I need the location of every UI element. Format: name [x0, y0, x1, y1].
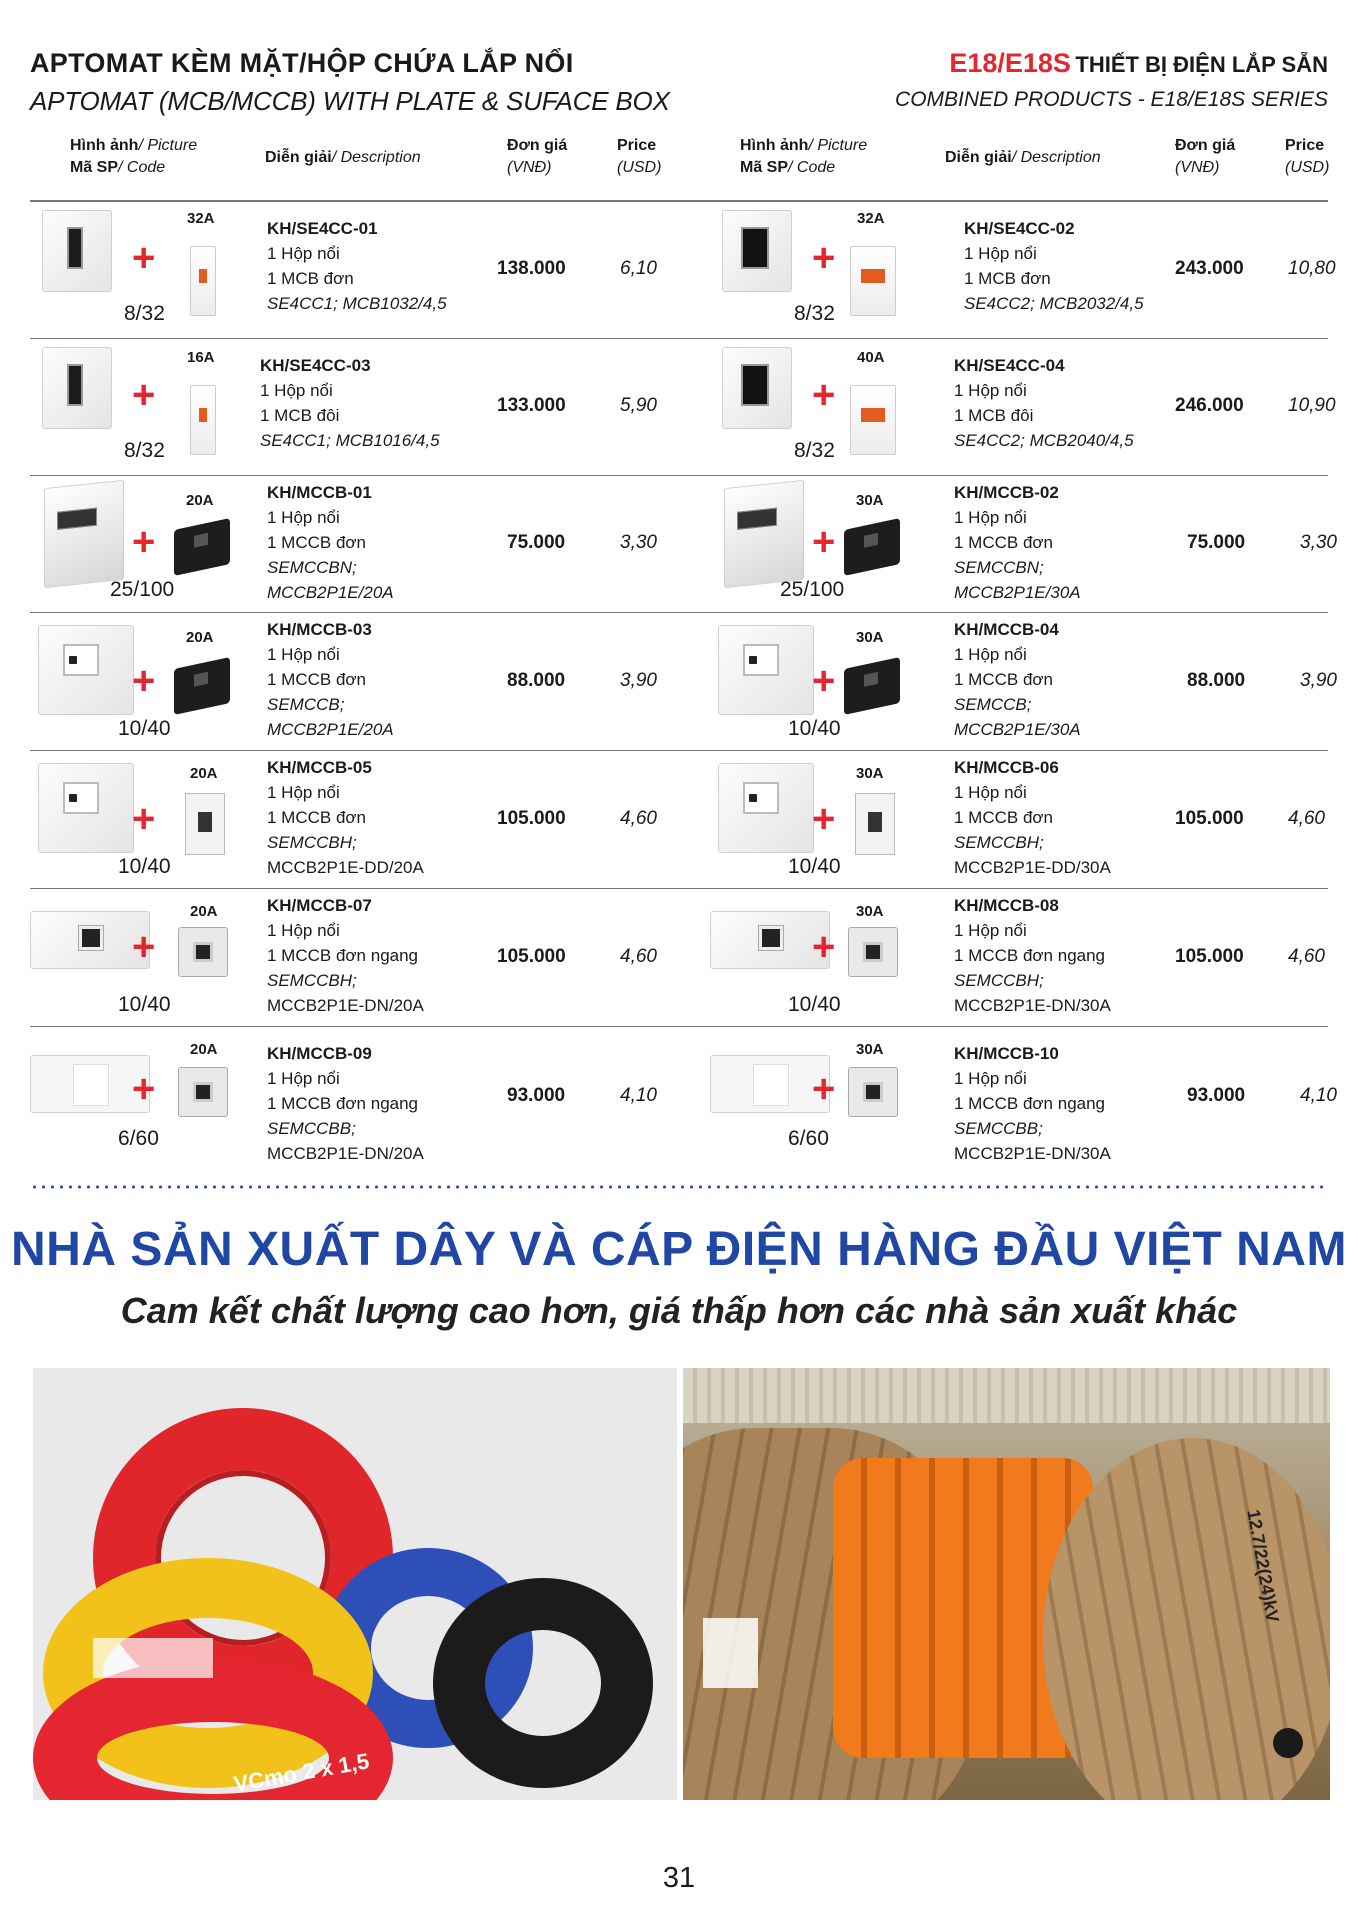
desc-line: 1 Hộp nổi — [260, 381, 333, 400]
banner-title: NHÀ SẢN XUẤT DÂY VÀ CÁP ĐIỆN HÀNG ĐẦU VIỆT NAM — [11, 1223, 1347, 1276]
product-code: KH/MCCB-08 — [954, 896, 1059, 915]
desc-line: 1 Hộp nổi — [954, 508, 1027, 527]
desc-spec: MCCB2P1E/20A — [267, 720, 394, 739]
amp-rating: 16A — [187, 349, 215, 366]
series-code: E18/E18S — [949, 48, 1071, 78]
desc-line: 1 Hộp nổi — [954, 783, 1027, 802]
surface-box-image — [38, 763, 134, 853]
product-cell — [710, 202, 1358, 338]
desc-spec: SEMCCBN; — [954, 558, 1044, 577]
plus-icon: + — [812, 236, 836, 280]
mcb-image — [190, 385, 216, 455]
col-usd-label: Price — [617, 137, 657, 154]
box-size: 8/32 — [794, 439, 835, 462]
product-desc — [954, 893, 1111, 1018]
desc-line: 1 MCB đôi — [954, 406, 1034, 425]
mccb-image — [848, 927, 898, 977]
box-size: 8/32 — [124, 439, 165, 462]
surface-box-image — [38, 625, 134, 715]
price-vnd: 105.000 — [1175, 945, 1244, 967]
col-usd-unit: (USD) — [1285, 159, 1330, 176]
col-picture-en: / Picture — [808, 137, 868, 154]
product-desc — [267, 893, 424, 1018]
desc-line: 1 Hộp nổi — [267, 921, 340, 940]
product-desc — [267, 216, 447, 316]
product-code: KH/MCCB-09 — [267, 1044, 372, 1063]
desc-line: 1 MCCB đơn ngang — [954, 1094, 1106, 1113]
dotted-divider — [30, 1185, 1328, 1189]
col-code-en: / Code — [118, 159, 166, 176]
wire-coils-photo — [33, 1368, 677, 1800]
page-header — [30, 48, 1328, 118]
product-desc — [267, 755, 424, 880]
desc-line: 1 Hộp nổi — [954, 381, 1027, 400]
desc-spec: MCCB2P1E-DD/20A — [267, 858, 424, 877]
mcb-image — [850, 385, 896, 455]
price-vnd: 133.000 — [497, 395, 566, 416]
desc-spec: SEMCCBB; — [267, 1119, 356, 1138]
product-cell — [710, 476, 1358, 612]
surface-box-image — [722, 347, 792, 429]
desc-spec: MCCB2P1E/30A — [954, 583, 1081, 602]
price-vnd: 105.000 — [497, 945, 566, 967]
product-desc — [954, 755, 1111, 880]
banner-subtitle: Cam kết chất lượng cao hơn, giá thấp hơn các nhà sản xuất khác — [120, 1290, 1238, 1331]
page-subtitle: APTOMAT (MCB/MCCB) WITH PLATE & SUFACE BOX — [30, 86, 670, 116]
product-cell — [710, 613, 1358, 750]
page-title: APTOMAT KÈM MẶT/HỘP CHỨA LẮP NỔI — [30, 48, 574, 78]
desc-line: 1 Hộp nổi — [954, 1069, 1027, 1088]
mccb-image — [174, 657, 230, 715]
col-desc-label: Diễn giải — [265, 149, 332, 166]
box-size: 8/32 — [794, 302, 835, 325]
desc-line: 1 Hộp nổi — [964, 244, 1037, 263]
price-usd: 3,90 — [1300, 669, 1337, 691]
plus-icon: + — [132, 1067, 156, 1111]
desc-line: 1 MCCB đơn — [954, 808, 1054, 827]
box-size: 8/32 — [124, 302, 165, 325]
box-size: 10/40 — [788, 993, 841, 1016]
desc-line: 1 MCCB đơn ngang — [267, 946, 419, 965]
col-vnd-label: Đơn giá — [1175, 137, 1236, 154]
price-usd: 3,30 — [1300, 532, 1337, 553]
surface-box-image — [44, 480, 124, 588]
product-code: KH/MCCB-03 — [267, 620, 372, 639]
product-desc — [267, 1041, 424, 1166]
amp-rating: 20A — [186, 629, 214, 646]
product-cell — [30, 751, 679, 888]
desc-line: 1 MCCB đơn — [267, 670, 367, 689]
amp-rating: 40A — [857, 349, 885, 366]
product-cell — [710, 339, 1358, 475]
surface-box-image — [722, 210, 792, 292]
price-vnd: 93.000 — [507, 1085, 566, 1106]
price-vnd: 105.000 — [497, 807, 566, 829]
amp-rating: 20A — [190, 765, 218, 782]
table-row — [30, 889, 1328, 1027]
box-size: 6/60 — [118, 1127, 159, 1150]
table-row — [30, 339, 1336, 476]
desc-line: 1 MCCB đơn — [954, 533, 1054, 552]
desc-spec: MCCB2P1E-DN/30A — [954, 996, 1111, 1015]
price-vnd: 105.000 — [1175, 807, 1244, 829]
product-cell — [30, 889, 679, 1026]
desc-line: 1 MCB đôi — [260, 406, 340, 425]
product-cell — [30, 1027, 679, 1167]
mcb-image — [850, 246, 896, 316]
col-picture-label: Hình ảnh — [70, 137, 139, 154]
desc-spec: SEMCCBH; — [267, 833, 357, 852]
cable-drum-photo — [683, 1368, 1330, 1800]
product-cell — [30, 202, 679, 338]
plus-icon: + — [132, 373, 156, 417]
price-usd: 4,60 — [620, 945, 657, 967]
price-usd: 4,10 — [1300, 1085, 1337, 1106]
amp-rating: 30A — [856, 492, 884, 509]
mccb-image — [844, 657, 900, 715]
price-usd: 3,90 — [620, 669, 657, 691]
desc-line: 1 MCB đơn — [964, 269, 1051, 288]
col-usd-unit: (USD) — [617, 159, 662, 176]
plus-icon: + — [132, 659, 156, 703]
column-header-right — [710, 135, 1358, 195]
col-code-label: Mã SP — [70, 159, 119, 176]
desc-spec: SEMCCBH; — [267, 971, 357, 990]
amp-rating: 30A — [856, 765, 884, 782]
page-number: 31 — [662, 1862, 696, 1894]
product-code: KH/SE4CC-04 — [954, 356, 1065, 375]
surface-box-image — [42, 347, 112, 429]
desc-line: 1 MCCB đơn — [954, 670, 1054, 689]
box-size: 10/40 — [118, 855, 171, 878]
surface-box-image — [724, 480, 804, 588]
amp-rating: 20A — [186, 492, 214, 509]
product-code: KH/MCCB-01 — [267, 483, 372, 502]
product-desc — [954, 480, 1081, 605]
product-code: KH/SE4CC-02 — [964, 219, 1075, 238]
desc-line: 1 Hộp nổi — [267, 645, 340, 664]
col-desc-en: / Description — [331, 149, 421, 166]
col-vnd-unit: (VNĐ) — [1175, 159, 1220, 176]
product-cell — [30, 476, 679, 612]
mcb-image — [190, 246, 216, 316]
price-usd: 10,90 — [1288, 395, 1336, 416]
mccb-image — [848, 1067, 898, 1117]
mccb-image — [174, 518, 230, 576]
mccb-image — [855, 793, 895, 855]
box-size: 25/100 — [110, 578, 175, 601]
plus-icon: + — [132, 520, 156, 564]
desc-spec: SE4CC1; MCB1032/4,5 — [267, 294, 447, 313]
desc-line: 1 MCCB đơn ngang — [267, 1094, 419, 1113]
surface-box-image — [718, 625, 814, 715]
desc-line: 1 Hộp nổi — [954, 921, 1027, 940]
price-vnd: 88.000 — [507, 669, 566, 691]
product-cell — [710, 889, 1358, 1026]
desc-line: 1 Hộp nổi — [267, 783, 340, 802]
box-size: 25/100 — [780, 578, 845, 601]
amp-rating: 30A — [856, 903, 884, 920]
box-size: 10/40 — [118, 717, 171, 740]
price-usd: 5,90 — [620, 395, 657, 416]
product-cell — [710, 1027, 1358, 1167]
col-vnd-unit: (VNĐ) — [507, 159, 552, 176]
table-row — [30, 476, 1337, 613]
box-size: 6/60 — [788, 1127, 829, 1150]
product-code: KH/MCCB-02 — [954, 483, 1059, 502]
surface-box-image — [42, 210, 112, 292]
amp-rating: 20A — [190, 903, 218, 920]
plus-icon: + — [812, 659, 836, 703]
price-usd: 4,60 — [1288, 807, 1325, 829]
product-desc — [954, 1041, 1111, 1166]
desc-spec: SE4CC2; MCB2032/4,5 — [964, 294, 1144, 313]
desc-spec: MCCB2P1E-DN/20A — [267, 996, 424, 1015]
plus-icon: + — [812, 520, 836, 564]
black-coil — [433, 1578, 653, 1788]
drum-tag — [703, 1618, 758, 1688]
surface-box-image — [718, 763, 814, 853]
column-header-left — [30, 135, 679, 195]
product-cell — [710, 751, 1358, 888]
product-code: KH/MCCB-05 — [267, 758, 372, 777]
box-size: 10/40 — [788, 855, 841, 878]
desc-spec: SEMCCBB; — [954, 1119, 1043, 1138]
product-cell — [30, 339, 679, 475]
product-desc — [267, 617, 394, 742]
product-code: KH/SE4CC-03 — [260, 356, 371, 375]
desc-spec: SEMCCBH; — [954, 971, 1044, 990]
product-code: KH/MCCB-04 — [954, 620, 1059, 639]
table-row — [30, 751, 1328, 889]
plus-icon: + — [132, 797, 156, 841]
desc-line: 1 Hộp nổi — [954, 645, 1027, 664]
coil-label-text: VCmo 2 x 1,5 — [231, 1748, 371, 1797]
drum-hub — [1273, 1728, 1303, 1758]
desc-spec: MCCB2P1E/20A — [267, 583, 394, 602]
col-code-en: / Code — [788, 159, 836, 176]
plus-icon: + — [812, 925, 836, 969]
mccb-image — [178, 927, 228, 977]
col-code-label: Mã SP — [740, 159, 789, 176]
plus-icon: + — [812, 373, 836, 417]
price-usd: 6,10 — [620, 258, 657, 279]
amp-rating: 32A — [187, 210, 215, 227]
series-block — [949, 48, 1328, 79]
box-size: 10/40 — [788, 717, 841, 740]
price-vnd: 93.000 — [1187, 1085, 1246, 1106]
price-usd: 4,60 — [1288, 945, 1325, 967]
desc-spec: SE4CC2; MCB2040/4,5 — [954, 431, 1134, 450]
amp-rating: 30A — [856, 1041, 884, 1058]
plus-icon: + — [132, 236, 156, 280]
price-vnd: 75.000 — [507, 532, 566, 553]
plus-icon: + — [132, 925, 156, 969]
plus-icon: + — [812, 797, 836, 841]
price-vnd: 75.000 — [1187, 532, 1246, 553]
mccb-image — [185, 793, 225, 855]
desc-line: 1 Hộp nổi — [267, 244, 340, 263]
desc-spec: SEMCCBN; — [267, 558, 357, 577]
desc-spec: MCCB2P1E/30A — [954, 720, 1081, 739]
price-vnd: 243.000 — [1175, 258, 1244, 279]
table-row — [30, 1027, 1337, 1167]
desc-line: 1 MCCB đơn — [267, 533, 367, 552]
series-en: COMBINED PRODUCTS - E18/E18S SERIES — [895, 88, 1328, 111]
col-picture-label: Hình ảnh — [740, 137, 809, 154]
product-code: KH/MCCB-10 — [954, 1044, 1059, 1063]
price-usd: 10,80 — [1288, 258, 1336, 279]
desc-line: 1 Hộp nổi — [267, 1069, 340, 1088]
desc-line: 1 MCCB đơn ngang — [954, 946, 1106, 965]
desc-line: 1 MCCB đơn — [267, 808, 367, 827]
col-usd-label: Price — [1285, 137, 1325, 154]
product-cell — [30, 613, 679, 750]
table-row — [30, 613, 1337, 751]
series-suffix: THIẾT BỊ ĐIỆN LẮP SẴN — [1075, 52, 1328, 77]
amp-rating: 32A — [857, 210, 885, 227]
amp-rating: 20A — [190, 1041, 218, 1058]
desc-spec: SE4CC1; MCB1016/4,5 — [260, 431, 440, 450]
plus-icon: + — [812, 1067, 836, 1111]
desc-spec: SEMCCBH; — [954, 833, 1044, 852]
price-usd: 4,60 — [620, 807, 657, 829]
product-desc — [260, 353, 440, 453]
drum-label-text: 12.7/22(24)kV — [1243, 1508, 1283, 1624]
desc-line: 1 Hộp nổi — [267, 508, 340, 527]
table-row — [30, 202, 1336, 339]
desc-spec: SEMCCB; — [267, 695, 345, 714]
price-vnd: 246.000 — [1175, 395, 1244, 416]
product-desc — [267, 480, 394, 605]
product-desc — [954, 617, 1081, 742]
col-desc-label: Diễn giải — [945, 149, 1012, 166]
desc-spec: SEMCCB; — [954, 695, 1032, 714]
mccb-image — [844, 518, 900, 576]
product-code: KH/MCCB-07 — [267, 896, 372, 915]
amp-rating: 30A — [856, 629, 884, 646]
coil-label — [93, 1638, 213, 1678]
desc-spec: MCCB2P1E-DD/30A — [954, 858, 1111, 877]
price-vnd: 88.000 — [1187, 669, 1246, 691]
mccb-image — [178, 1067, 228, 1117]
box-size: 10/40 — [118, 993, 171, 1016]
desc-line: 1 MCB đơn — [267, 269, 354, 288]
col-vnd-label: Đơn giá — [507, 137, 568, 154]
product-desc — [954, 353, 1134, 453]
price-usd: 3,30 — [620, 532, 657, 553]
price-vnd: 138.000 — [497, 258, 566, 279]
col-desc-en: / Description — [1011, 149, 1101, 166]
desc-spec: MCCB2P1E-DN/30A — [954, 1144, 1111, 1163]
product-code: KH/MCCB-06 — [954, 758, 1059, 777]
price-usd: 4,10 — [620, 1085, 657, 1106]
product-code: KH/SE4CC-01 — [267, 219, 378, 238]
col-picture-en: / Picture — [138, 137, 198, 154]
desc-spec: MCCB2P1E-DN/20A — [267, 1144, 424, 1163]
product-desc — [964, 216, 1144, 316]
